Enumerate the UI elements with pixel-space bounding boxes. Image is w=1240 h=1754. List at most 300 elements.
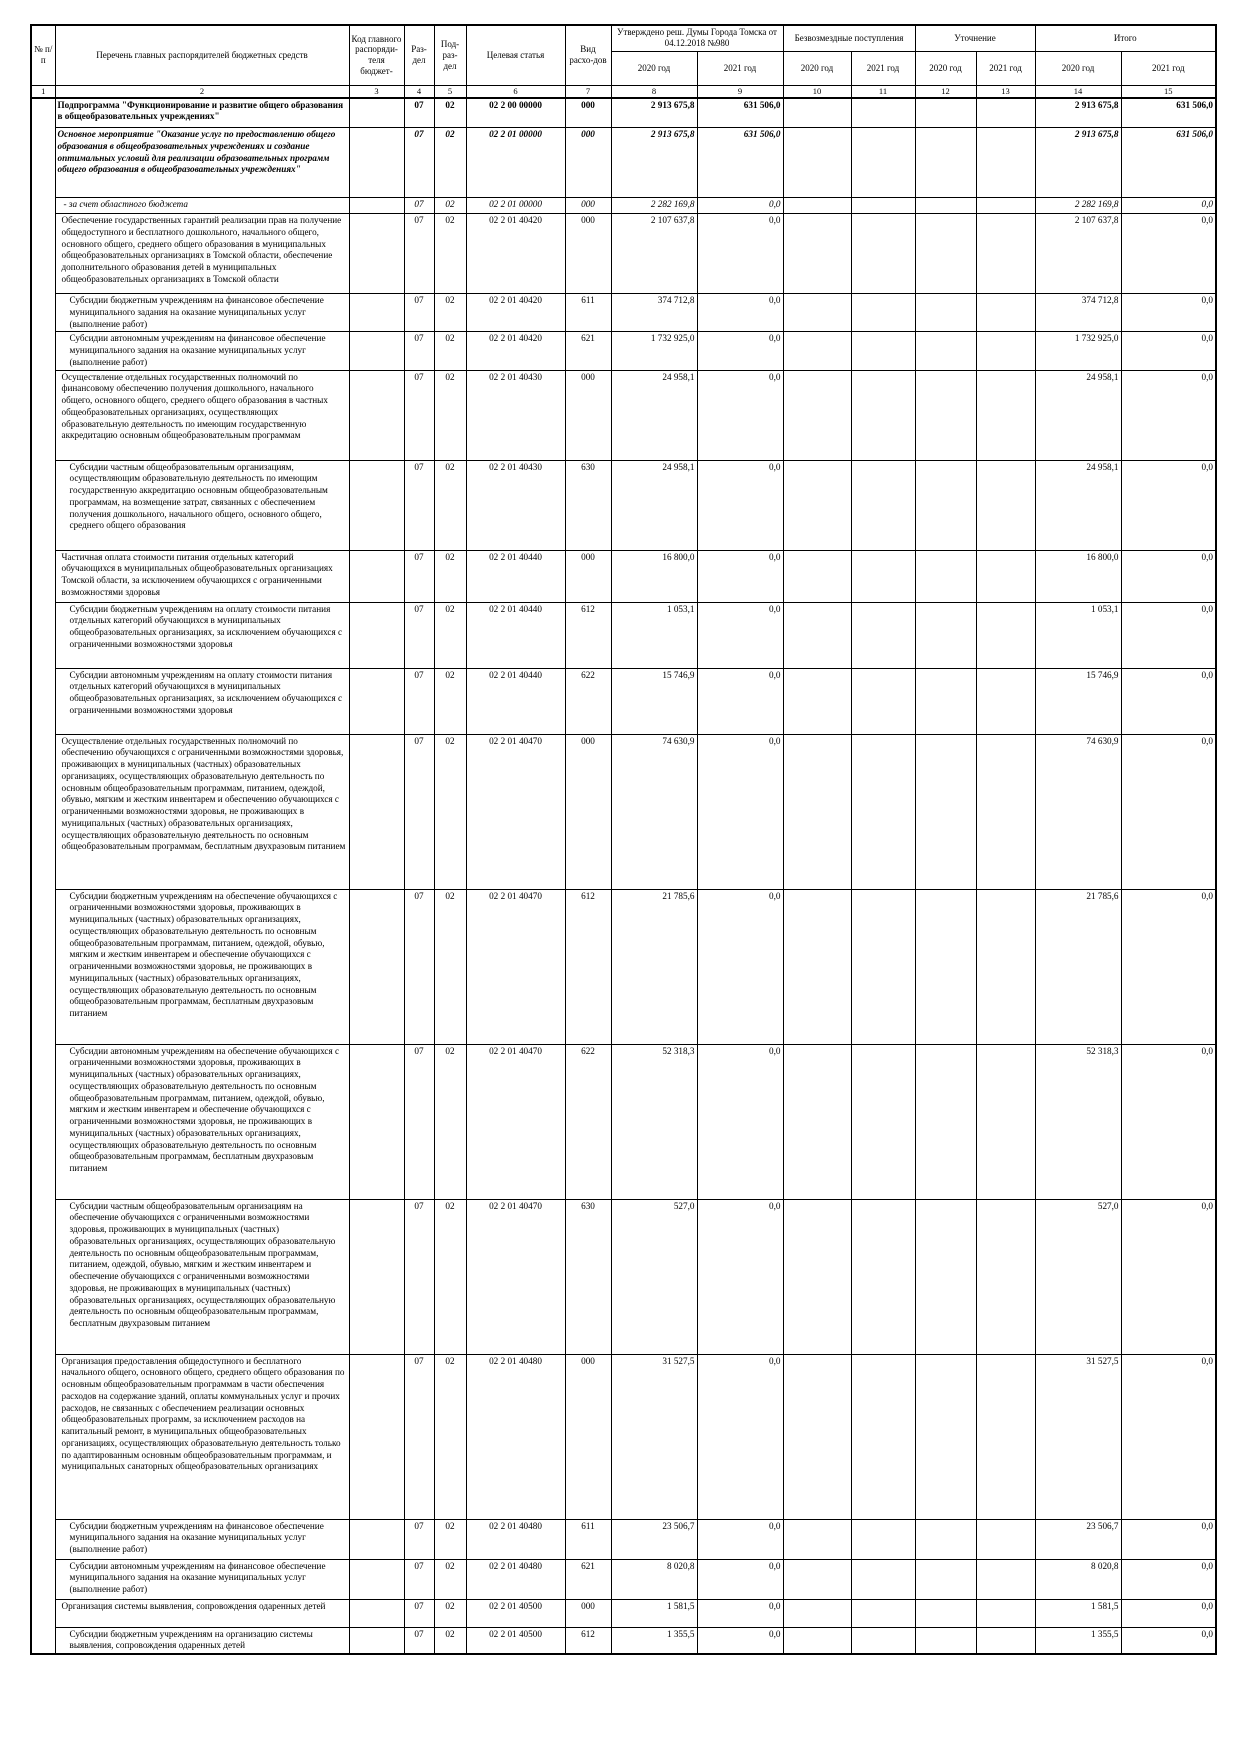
row-total-2021-cell: 0,0	[1121, 198, 1216, 214]
row-total-2021-cell: 631 506,0	[1121, 128, 1216, 198]
row-clarify-2020-cell	[915, 1354, 976, 1519]
row-total-2020-cell: 374 712,8	[1035, 294, 1121, 332]
row-clarify-2020-cell	[915, 128, 976, 198]
row-vid-cell: 000	[565, 370, 611, 460]
row-free-2021-cell	[851, 98, 915, 128]
row-razdel-cell: 07	[404, 1519, 434, 1559]
row-approved-2020-cell: 24 958,1	[611, 370, 697, 460]
row-target-cell: 02 2 01 40480	[466, 1354, 565, 1519]
row-clarify-2021-cell	[976, 460, 1035, 550]
row-approved-2020-cell: 2 107 637,8	[611, 214, 697, 294]
row-approved-2020-cell: 21 785,6	[611, 889, 697, 1044]
row-razdel-cell: 07	[404, 602, 434, 668]
row-vid-cell: 000	[565, 98, 611, 128]
table-row	[31, 1199, 1216, 1354]
row-number-cell	[31, 1627, 55, 1654]
row-number-cell	[31, 1559, 55, 1599]
row-free-2020-cell	[783, 1627, 851, 1654]
row-code-cell	[349, 198, 404, 214]
row-number-cell	[31, 889, 55, 1044]
row-vid-cell: 000	[565, 198, 611, 214]
row-target-cell: 02 2 01 40430	[466, 460, 565, 550]
row-total-2021-cell: 0,0	[1121, 1559, 1216, 1599]
row-vid-cell: 000	[565, 734, 611, 889]
row-clarify-2020-cell	[915, 550, 976, 602]
row-name-cell: Осуществление отдельных государственных полномочий по обеспечению обучающихся с ограниченными возможностями здоровья, проживающих в муниципальных (частных) образовательных организациях, осуществляющих образовательную деятельность по основным общеобразовательным программам, питанием, одеждой, обувью, мягким и жестким инвентарем и обеспечению обучающихся с ограниченными возможностями здоровья, не проживающих в муниципальных (частных) образовательных организациях, осуществляющих образовательную деятельность по основным общеобразовательным программам, бесплатным двухразовым питанием	[55, 734, 349, 889]
row-number-cell	[31, 1044, 55, 1199]
column-number: 2	[55, 85, 349, 98]
row-total-2021-cell: 0,0	[1121, 460, 1216, 550]
row-approved-2020-cell: 527,0	[611, 1199, 697, 1354]
row-code-cell	[349, 1519, 404, 1559]
row-number-cell	[31, 460, 55, 550]
row-clarify-2020-cell	[915, 1519, 976, 1559]
row-free-2021-cell	[851, 370, 915, 460]
row-clarify-2021-cell	[976, 550, 1035, 602]
row-podrazdel-cell: 02	[434, 198, 466, 214]
row-approved-2020-cell: 23 506,7	[611, 1519, 697, 1559]
row-clarify-2020-cell	[915, 1559, 976, 1599]
row-podrazdel-cell: 02	[434, 668, 466, 734]
row-code-cell	[349, 889, 404, 1044]
row-approved-2021-cell: 0,0	[697, 1519, 783, 1559]
row-target-cell: 02 2 01 40500	[466, 1599, 565, 1627]
row-vid-cell: 612	[565, 602, 611, 668]
row-code-cell	[349, 294, 404, 332]
row-vid-cell: 000	[565, 214, 611, 294]
row-number-cell	[31, 734, 55, 889]
row-free-2020-cell	[783, 1354, 851, 1519]
row-vid-cell: 612	[565, 1627, 611, 1654]
row-vid-cell: 630	[565, 1199, 611, 1354]
row-free-2020-cell	[783, 668, 851, 734]
column-number: 12	[915, 85, 976, 98]
row-razdel-cell: 07	[404, 294, 434, 332]
row-code-cell	[349, 214, 404, 294]
row-approved-2021-cell: 631 506,0	[697, 128, 783, 198]
row-approved-2021-cell: 0,0	[697, 460, 783, 550]
row-approved-2020-cell: 16 800,0	[611, 550, 697, 602]
row-clarify-2020-cell	[915, 1627, 976, 1654]
row-free-2021-cell	[851, 214, 915, 294]
row-target-cell: 02 2 01 00000	[466, 198, 565, 214]
row-number-cell	[31, 550, 55, 602]
row-podrazdel-cell: 02	[434, 214, 466, 294]
row-clarify-2020-cell	[915, 98, 976, 128]
row-free-2020-cell	[783, 294, 851, 332]
row-free-2021-cell	[851, 128, 915, 198]
row-name-cell: Субсидии частным общеобразовательным организациям, осуществляющим образовательную деятельность по имеющим государственную аккредитацию основным общеобразовательным программам, на возмещение затрат, связанных с обеспечением получения дошкольного, начального общего, основного общего, среднего общего образования	[55, 460, 349, 550]
table-row	[31, 734, 1216, 889]
column-number: 10	[783, 85, 851, 98]
row-free-2021-cell	[851, 1599, 915, 1627]
row-approved-2021-cell: 0,0	[697, 889, 783, 1044]
row-code-cell	[349, 1559, 404, 1599]
row-approved-2020-cell: 374 712,8	[611, 294, 697, 332]
row-free-2021-cell	[851, 460, 915, 550]
column-number: 8	[611, 85, 697, 98]
table-row	[31, 602, 1216, 668]
column-number: 1	[31, 85, 55, 98]
row-total-2020-cell: 15 746,9	[1035, 668, 1121, 734]
row-clarify-2020-cell	[915, 668, 976, 734]
table-row	[31, 198, 1216, 214]
budget-table-sheet	[30, 24, 1214, 1655]
row-free-2020-cell	[783, 1199, 851, 1354]
header-year: 2020 год	[611, 51, 697, 85]
table-row	[31, 1599, 1216, 1627]
row-target-cell: 02 2 01 40470	[466, 734, 565, 889]
row-number-cell	[31, 98, 55, 128]
row-vid-cell: 622	[565, 1044, 611, 1199]
header-col-code: Код главного распоряди-теля бюджет-	[349, 25, 404, 85]
row-free-2020-cell	[783, 332, 851, 370]
row-clarify-2020-cell	[915, 198, 976, 214]
column-number: 5	[434, 85, 466, 98]
row-free-2021-cell	[851, 332, 915, 370]
row-vid-cell: 000	[565, 550, 611, 602]
row-clarify-2021-cell	[976, 889, 1035, 1044]
row-total-2020-cell: 2 282 169,8	[1035, 198, 1121, 214]
row-number-cell	[31, 198, 55, 214]
row-code-cell	[349, 668, 404, 734]
row-vid-cell: 611	[565, 1519, 611, 1559]
row-name-cell: Субсидии бюджетным учреждениям на обеспечение обучающихся с ограниченными возможностями здоровья, проживающих в муниципальных (частных) образовательных организациях, осуществляющих образовательную деятельность по основным общеобразовательным программам, питанием, одеждой, обувью, мягким и жестким инвентарем и обеспечение обучающихся с ограниченными возможностями здоровья, не проживающих в муниципальных (частных) образовательных организациях, осуществляющих образовательную деятельность по основным общеобразовательным программам, бесплатным двухразовым питанием	[55, 889, 349, 1044]
row-total-2021-cell: 0,0	[1121, 602, 1216, 668]
row-approved-2021-cell: 0,0	[697, 294, 783, 332]
row-free-2020-cell	[783, 370, 851, 460]
header-col-podrazdel: Под-раз-дел	[434, 25, 466, 85]
row-podrazdel-cell: 02	[434, 370, 466, 460]
table-row	[31, 1354, 1216, 1519]
row-code-cell	[349, 550, 404, 602]
row-razdel-cell: 07	[404, 1354, 434, 1519]
row-free-2020-cell	[783, 734, 851, 889]
row-podrazdel-cell: 02	[434, 734, 466, 889]
row-razdel-cell: 07	[404, 332, 434, 370]
row-number-cell	[31, 128, 55, 198]
column-number: 14	[1035, 85, 1121, 98]
row-podrazdel-cell: 02	[434, 889, 466, 1044]
row-number-cell	[31, 602, 55, 668]
header-year: 2020 год	[783, 51, 851, 85]
row-razdel-cell: 07	[404, 550, 434, 602]
row-target-cell: 02 2 00 00000	[466, 98, 565, 128]
row-approved-2021-cell: 0,0	[697, 1354, 783, 1519]
column-number: 15	[1121, 85, 1216, 98]
row-clarify-2021-cell	[976, 198, 1035, 214]
row-name-cell: Организация системы выявления, сопровождения одаренных детей	[55, 1599, 349, 1627]
row-free-2020-cell	[783, 98, 851, 128]
row-code-cell	[349, 98, 404, 128]
row-code-cell	[349, 1354, 404, 1519]
budget-table	[30, 24, 1217, 1655]
row-name-cell: Субсидии автономным учреждениям на финансовое обеспечение муниципального задания на оказание муниципальных услуг (выполнение работ)	[55, 332, 349, 370]
row-name-cell: Субсидии бюджетным учреждениям на финансовое обеспечение муниципального задания на оказание муниципальных услуг (выполнение работ)	[55, 1519, 349, 1559]
row-approved-2020-cell: 2 913 675,8	[611, 128, 697, 198]
column-numbers-row	[31, 85, 1216, 98]
row-free-2021-cell	[851, 1559, 915, 1599]
row-clarify-2020-cell	[915, 332, 976, 370]
row-razdel-cell: 07	[404, 460, 434, 550]
row-total-2020-cell: 1 581,5	[1035, 1599, 1121, 1627]
row-clarify-2021-cell	[976, 1044, 1035, 1199]
row-total-2021-cell: 0,0	[1121, 668, 1216, 734]
row-target-cell: 02 2 01 40470	[466, 1199, 565, 1354]
row-free-2020-cell	[783, 1559, 851, 1599]
row-vid-cell: 621	[565, 332, 611, 370]
row-total-2020-cell: 1 732 925,0	[1035, 332, 1121, 370]
row-podrazdel-cell: 02	[434, 98, 466, 128]
row-approved-2020-cell: 74 630,9	[611, 734, 697, 889]
table-row	[31, 1627, 1216, 1654]
row-clarify-2020-cell	[915, 734, 976, 889]
row-free-2021-cell	[851, 1199, 915, 1354]
row-approved-2021-cell: 0,0	[697, 550, 783, 602]
row-clarify-2020-cell	[915, 1599, 976, 1627]
row-target-cell: 02 2 01 40500	[466, 1627, 565, 1654]
row-free-2020-cell	[783, 602, 851, 668]
row-vid-cell: 612	[565, 889, 611, 1044]
row-target-cell: 02 2 01 40470	[466, 889, 565, 1044]
row-razdel-cell: 07	[404, 214, 434, 294]
row-name-cell: Обеспечение государственных гарантий реализации прав на получение общедоступного и бесплатного дошкольного, начального общего, основного общего, среднего общего образования в муниципальных общеобразовательных организациях в Томской области, обеспечение дополнительного образования детей в муниципальных общеобразовательных организациях в Томской области	[55, 214, 349, 294]
header-year: 2020 год	[1035, 51, 1121, 85]
row-free-2021-cell	[851, 1044, 915, 1199]
row-approved-2020-cell: 2 282 169,8	[611, 198, 697, 214]
row-podrazdel-cell: 02	[434, 1199, 466, 1354]
row-razdel-cell: 07	[404, 198, 434, 214]
row-approved-2021-cell: 0,0	[697, 198, 783, 214]
row-razdel-cell: 07	[404, 370, 434, 460]
row-code-cell	[349, 1199, 404, 1354]
row-razdel-cell: 07	[404, 128, 434, 198]
row-clarify-2021-cell	[976, 98, 1035, 128]
row-razdel-cell: 07	[404, 1044, 434, 1199]
row-razdel-cell: 07	[404, 1599, 434, 1627]
table-row	[31, 98, 1216, 128]
header-col-razdel: Раз-дел	[404, 25, 434, 85]
row-approved-2021-cell: 0,0	[697, 332, 783, 370]
column-number: 6	[466, 85, 565, 98]
row-approved-2020-cell: 1 581,5	[611, 1599, 697, 1627]
row-total-2020-cell: 527,0	[1035, 1199, 1121, 1354]
row-total-2020-cell: 16 800,0	[1035, 550, 1121, 602]
row-name-cell: Субсидии частным общеобразовательным организациям на обеспечение обучающихся с ограниченными возможностями здоровья, проживающих в муниципальных (частных) образовательных организациях, осуществляющих образовательную деятельность по основным общеобразовательным программам, питанием, одеждой, обувью, мягким и жестким инвентарем и обеспечение обучающихся с ограниченными возможностями здоровья, не проживающих в муниципальных (частных) образовательных организациях, осуществляющих образовательную деятельность по основным общеобразовательным программам, бесплатным двухразовым питанием	[55, 1199, 349, 1354]
row-total-2021-cell: 0,0	[1121, 214, 1216, 294]
row-vid-cell: 622	[565, 668, 611, 734]
row-free-2021-cell	[851, 294, 915, 332]
row-number-cell	[31, 1354, 55, 1519]
row-clarify-2021-cell	[976, 1627, 1035, 1654]
row-free-2020-cell	[783, 460, 851, 550]
row-podrazdel-cell: 02	[434, 460, 466, 550]
row-target-cell: 02 2 01 40440	[466, 550, 565, 602]
row-approved-2020-cell: 24 958,1	[611, 460, 697, 550]
row-clarify-2020-cell	[915, 889, 976, 1044]
row-razdel-cell: 07	[404, 734, 434, 889]
row-code-cell	[349, 370, 404, 460]
row-total-2021-cell: 0,0	[1121, 550, 1216, 602]
row-free-2021-cell	[851, 1627, 915, 1654]
row-code-cell	[349, 1599, 404, 1627]
row-total-2020-cell: 52 318,3	[1035, 1044, 1121, 1199]
row-clarify-2020-cell	[915, 294, 976, 332]
row-vid-cell: 630	[565, 460, 611, 550]
row-approved-2021-cell: 631 506,0	[697, 98, 783, 128]
row-free-2021-cell	[851, 198, 915, 214]
row-target-cell: 02 2 01 40480	[466, 1559, 565, 1599]
header-year: 2021 год	[976, 51, 1035, 85]
column-number: 7	[565, 85, 611, 98]
row-clarify-2021-cell	[976, 734, 1035, 889]
row-name-cell: Частичная оплата стоимости питания отдельных категорий обучающихся в муниципальных общеобразовательных организациях Томской области, за исключением обучающихся с ограниченными возможностями здоровья	[55, 550, 349, 602]
row-podrazdel-cell: 02	[434, 294, 466, 332]
row-approved-2021-cell: 0,0	[697, 1199, 783, 1354]
header-col-num: № п/п	[31, 25, 55, 85]
row-total-2021-cell: 0,0	[1121, 294, 1216, 332]
row-name-cell: Подпрограмма "Функционирование и развитие общего образования в общеобразовательных учреждениях"	[55, 98, 349, 128]
row-target-cell: 02 2 01 40480	[466, 1519, 565, 1559]
table-row	[31, 1044, 1216, 1199]
row-name-cell: Субсидии бюджетным учреждениям на оплату стоимости питания отдельных категорий обучающихся в муниципальных общеобразовательных организациях, за исключением обучающихся с ограниченными возможностями здоровья	[55, 602, 349, 668]
row-name-cell: Субсидии автономным учреждениям на финансовое обеспечение муниципального задания на оказание муниципальных услуг (выполнение работ)	[55, 1559, 349, 1599]
row-approved-2021-cell: 0,0	[697, 1044, 783, 1199]
row-total-2021-cell: 0,0	[1121, 1599, 1216, 1627]
row-total-2020-cell: 74 630,9	[1035, 734, 1121, 889]
row-approved-2020-cell: 8 020,8	[611, 1559, 697, 1599]
row-total-2021-cell: 0,0	[1121, 1044, 1216, 1199]
row-free-2020-cell	[783, 1599, 851, 1627]
row-free-2021-cell	[851, 889, 915, 1044]
row-razdel-cell: 07	[404, 1627, 434, 1654]
row-podrazdel-cell: 02	[434, 550, 466, 602]
header-col-vid: Вид расхо-дов	[565, 25, 611, 85]
row-free-2020-cell	[783, 1044, 851, 1199]
row-approved-2021-cell: 0,0	[697, 214, 783, 294]
row-free-2020-cell	[783, 214, 851, 294]
row-clarify-2021-cell	[976, 214, 1035, 294]
row-total-2020-cell: 21 785,6	[1035, 889, 1121, 1044]
row-name-cell: Субсидии автономным учреждениям на оплату стоимости питания отдельных категорий обучающихся в муниципальных общеобразовательных организациях, за исключением обучающихся с ограниченными возможностями здоровья	[55, 668, 349, 734]
header-group-approved: Утверждено реш. Думы Города Томска от 04.12.2018 №980	[611, 25, 783, 51]
row-number-cell	[31, 370, 55, 460]
row-approved-2021-cell: 0,0	[697, 370, 783, 460]
table-row	[31, 1559, 1216, 1599]
table-row	[31, 1519, 1216, 1559]
row-vid-cell: 000	[565, 1354, 611, 1519]
row-approved-2020-cell: 15 746,9	[611, 668, 697, 734]
column-number: 11	[851, 85, 915, 98]
row-clarify-2020-cell	[915, 602, 976, 668]
row-clarify-2021-cell	[976, 602, 1035, 668]
row-total-2020-cell: 2 107 637,8	[1035, 214, 1121, 294]
header-year: 2021 год	[1121, 51, 1216, 85]
row-target-cell: 02 2 01 40420	[466, 332, 565, 370]
table-row	[31, 370, 1216, 460]
row-total-2020-cell: 1 355,5	[1035, 1627, 1121, 1654]
row-free-2020-cell	[783, 128, 851, 198]
table-header	[31, 25, 1216, 98]
row-total-2021-cell: 0,0	[1121, 734, 1216, 889]
row-free-2021-cell	[851, 602, 915, 668]
row-free-2021-cell	[851, 550, 915, 602]
row-total-2021-cell: 0,0	[1121, 370, 1216, 460]
row-approved-2020-cell: 1 053,1	[611, 602, 697, 668]
row-approved-2021-cell: 0,0	[697, 1599, 783, 1627]
header-col-target: Целевая статья	[466, 25, 565, 85]
row-free-2020-cell	[783, 889, 851, 1044]
row-free-2020-cell	[783, 550, 851, 602]
row-podrazdel-cell: 02	[434, 128, 466, 198]
row-podrazdel-cell: 02	[434, 1559, 466, 1599]
row-total-2021-cell: 0,0	[1121, 332, 1216, 370]
row-clarify-2020-cell	[915, 214, 976, 294]
header-col-name: Перечень главных распорядителей бюджетных средств	[55, 25, 349, 85]
table-body	[31, 98, 1216, 1655]
table-row	[31, 550, 1216, 602]
row-podrazdel-cell: 02	[434, 1519, 466, 1559]
row-clarify-2021-cell	[976, 294, 1035, 332]
row-total-2021-cell: 0,0	[1121, 889, 1216, 1044]
row-razdel-cell: 07	[404, 1559, 434, 1599]
row-free-2021-cell	[851, 1519, 915, 1559]
row-free-2021-cell	[851, 668, 915, 734]
row-vid-cell: 000	[565, 128, 611, 198]
row-clarify-2021-cell	[976, 370, 1035, 460]
header-year: 2021 год	[851, 51, 915, 85]
table-row	[31, 889, 1216, 1044]
row-approved-2021-cell: 0,0	[697, 734, 783, 889]
row-total-2021-cell: 0,0	[1121, 1354, 1216, 1519]
row-clarify-2020-cell	[915, 1044, 976, 1199]
row-podrazdel-cell: 02	[434, 602, 466, 668]
row-approved-2021-cell: 0,0	[697, 1627, 783, 1654]
row-number-cell	[31, 668, 55, 734]
row-vid-cell: 611	[565, 294, 611, 332]
column-number: 9	[697, 85, 783, 98]
row-code-cell	[349, 332, 404, 370]
table-row	[31, 668, 1216, 734]
table-row	[31, 128, 1216, 198]
header-group-clarify: Уточнение	[915, 25, 1035, 51]
header-year: 2021 год	[697, 51, 783, 85]
row-total-2020-cell: 1 053,1	[1035, 602, 1121, 668]
column-number: 13	[976, 85, 1035, 98]
row-free-2020-cell	[783, 1519, 851, 1559]
row-approved-2020-cell: 31 527,5	[611, 1354, 697, 1519]
row-number-cell	[31, 214, 55, 294]
row-total-2020-cell: 24 958,1	[1035, 460, 1121, 550]
row-name-cell: Субсидии бюджетным учреждениям на финансовое обеспечение муниципального задания на оказание муниципальных услуг (выполнение работ)	[55, 294, 349, 332]
row-clarify-2020-cell	[915, 460, 976, 550]
header-group-total: Итого	[1035, 25, 1216, 51]
row-number-cell	[31, 1519, 55, 1559]
row-total-2020-cell: 24 958,1	[1035, 370, 1121, 460]
row-number-cell	[31, 332, 55, 370]
row-code-cell	[349, 1044, 404, 1199]
column-number: 4	[404, 85, 434, 98]
row-name-cell: Осуществление отдельных государственных полномочий по финансовому обеспечению получения дошкольного, начального общего, основного общего, среднего общего образования в частных общеобразовательных организациях, осуществляющих образовательную деятельность по имеющим государственную аккредитацию основным общеобразовательным программам	[55, 370, 349, 460]
row-razdel-cell: 07	[404, 889, 434, 1044]
row-clarify-2021-cell	[976, 332, 1035, 370]
row-vid-cell: 621	[565, 1559, 611, 1599]
row-code-cell	[349, 460, 404, 550]
row-razdel-cell: 07	[404, 668, 434, 734]
row-clarify-2021-cell	[976, 1559, 1035, 1599]
row-target-cell: 02 2 01 40420	[466, 214, 565, 294]
row-clarify-2021-cell	[976, 1519, 1035, 1559]
